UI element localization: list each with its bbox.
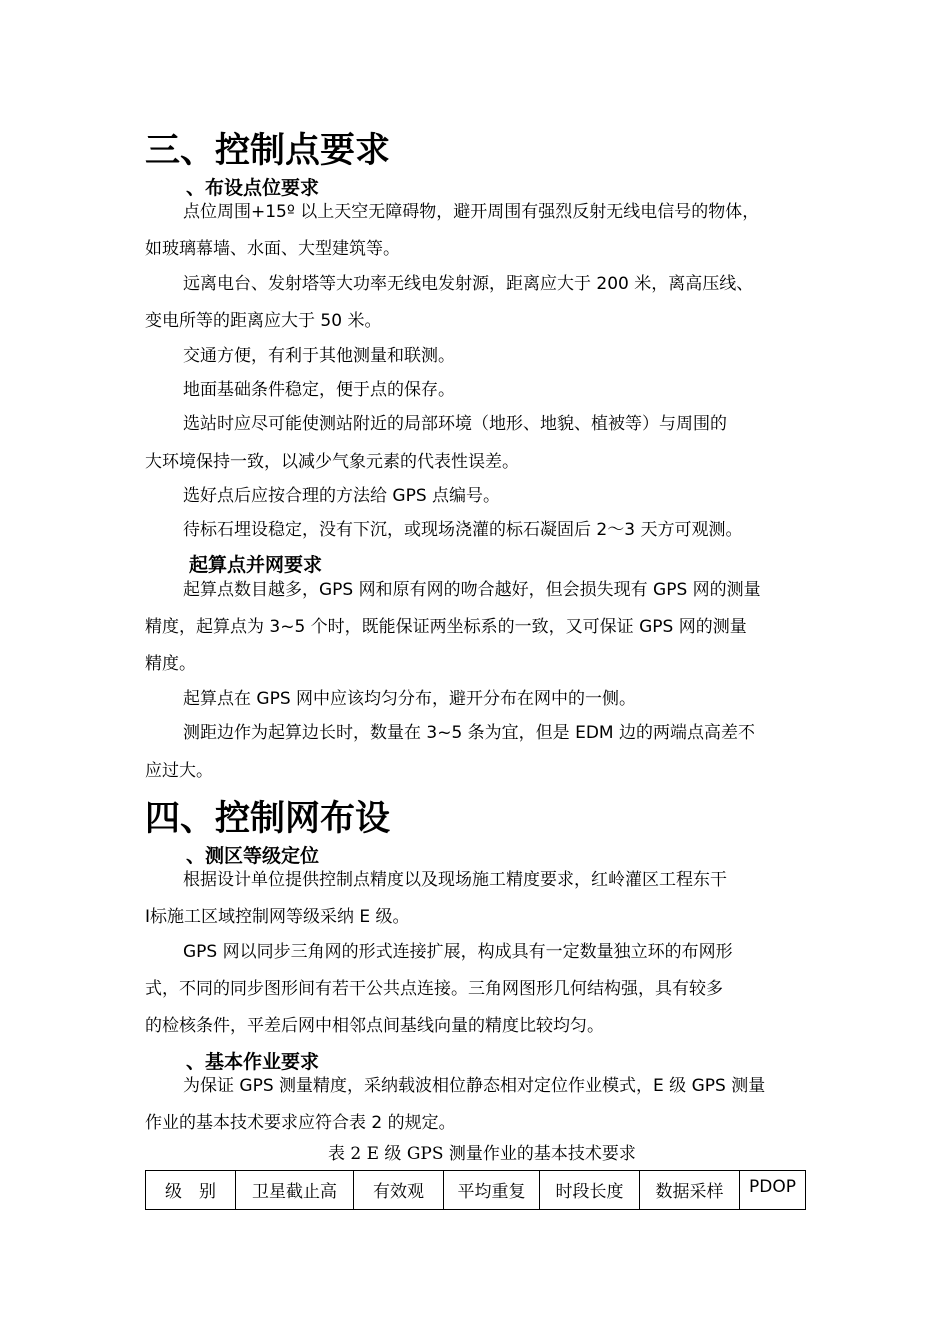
paragraph-line: 如玻璃幕墙、水面、大型建筑等。 xyxy=(145,239,400,259)
paragraph-line: 起算点在 GPS 网中应该均匀分布，避开分布在网中的一侧。 xyxy=(183,689,637,709)
paragraph-line: 的检核条件，平差后网中相邻点间基线向量的精度比较均匀。 xyxy=(145,1016,604,1036)
paragraph-line: 交通方便，有利于其他测量和联测。 xyxy=(183,346,455,366)
section-4-1-heading: 、测区等级定位 xyxy=(186,845,320,867)
section-4-title: 四、控制网布设 xyxy=(145,799,391,839)
paragraph-line: Ⅰ标施工区域控制网等级采纳 E 级。 xyxy=(145,907,410,927)
section-4-2-heading: 、基本作业要求 xyxy=(186,1051,320,1073)
table-header-cell: 平均重复 xyxy=(444,1171,540,1210)
table-header-row xyxy=(146,1171,806,1210)
paragraph-line: GPS 网以同步三角网的形式连接扩展，构成具有一定数量独立环的布网形 xyxy=(183,942,733,962)
paragraph-line: 点位周围+15º 以上天空无障碍物，避开周围有强烈反射无线电信号的物体， xyxy=(183,202,760,222)
table-header-cell: 级 别 xyxy=(146,1171,236,1210)
paragraph-line: 测距边作为起算边长时，数量在 3~5 条为宜，但是 EDM 边的两端点高差不 xyxy=(183,723,755,743)
paragraph-line: 选好点后应按合理的方法给 GPS 点编号。 xyxy=(183,486,501,506)
paragraph-line: 待标石埋设稳定，没有下沉，或现场浇灌的标石凝固后 2～3 天方可观测。 xyxy=(183,520,743,540)
table-header-cell: PDOP xyxy=(740,1171,806,1210)
paragraph-line: 根据设计单位提供控制点精度以及现场施工精度要求，红岭灌区工程东干 xyxy=(183,870,727,890)
table-header-cell: 时段长度 xyxy=(540,1171,640,1210)
paragraph-line: 大环境保持一致，以减少气象元素的代表性误差。 xyxy=(145,452,519,472)
table-header-cell: 有效观 xyxy=(354,1171,444,1210)
table-caption: 表 2 E 级 GPS 测量作业的基本技术要求 xyxy=(328,1144,636,1164)
section-3-1-heading: 、布设点位要求 xyxy=(186,177,320,199)
paragraph-line: 精度。 xyxy=(145,654,196,674)
paragraph-line: 起算点数目越多，GPS 网和原有网的吻合越好，但会损失现有 GPS 网的测量 xyxy=(183,580,761,600)
paragraph-line: 应过大。 xyxy=(145,761,213,781)
paragraph-line: 为保证 GPS 测量精度，采纳载波相位静态相对定位作业模式，E 级 GPS 测量 xyxy=(183,1076,766,1096)
paragraph-line: 地面基础条件稳定，便于点的保存。 xyxy=(183,380,455,400)
paragraph-line: 精度，起算点为 3~5 个时，既能保证两坐标系的一致，又可保证 GPS 网的测量 xyxy=(145,617,747,637)
section-3-title: 三、控制点要求 xyxy=(145,131,391,171)
table-header-cell: 数据采样 xyxy=(640,1171,740,1210)
paragraph-line: 式，不同的同步图形间有若干公共点连接。三角网图形几何结构强，具有较多 xyxy=(145,979,723,999)
paragraph-line: 变电所等的距离应大于 50 米。 xyxy=(145,311,382,331)
spec-table xyxy=(145,1170,806,1210)
table-header-cell: 卫星截止高 xyxy=(236,1171,354,1210)
section-3-2-heading: 起算点并网要求 xyxy=(189,554,323,576)
paragraph-line: 选站时应尽可能使测站附近的局部环境（地形、地貌、植被等）与周围的 xyxy=(183,414,727,434)
paragraph-line: 作业的基本技术要求应符合表 2 的规定。 xyxy=(145,1113,456,1133)
paragraph-line: 远离电台、发射塔等大功率无线电发射源，距离应大于 200 米，离高压线、 xyxy=(183,274,754,294)
